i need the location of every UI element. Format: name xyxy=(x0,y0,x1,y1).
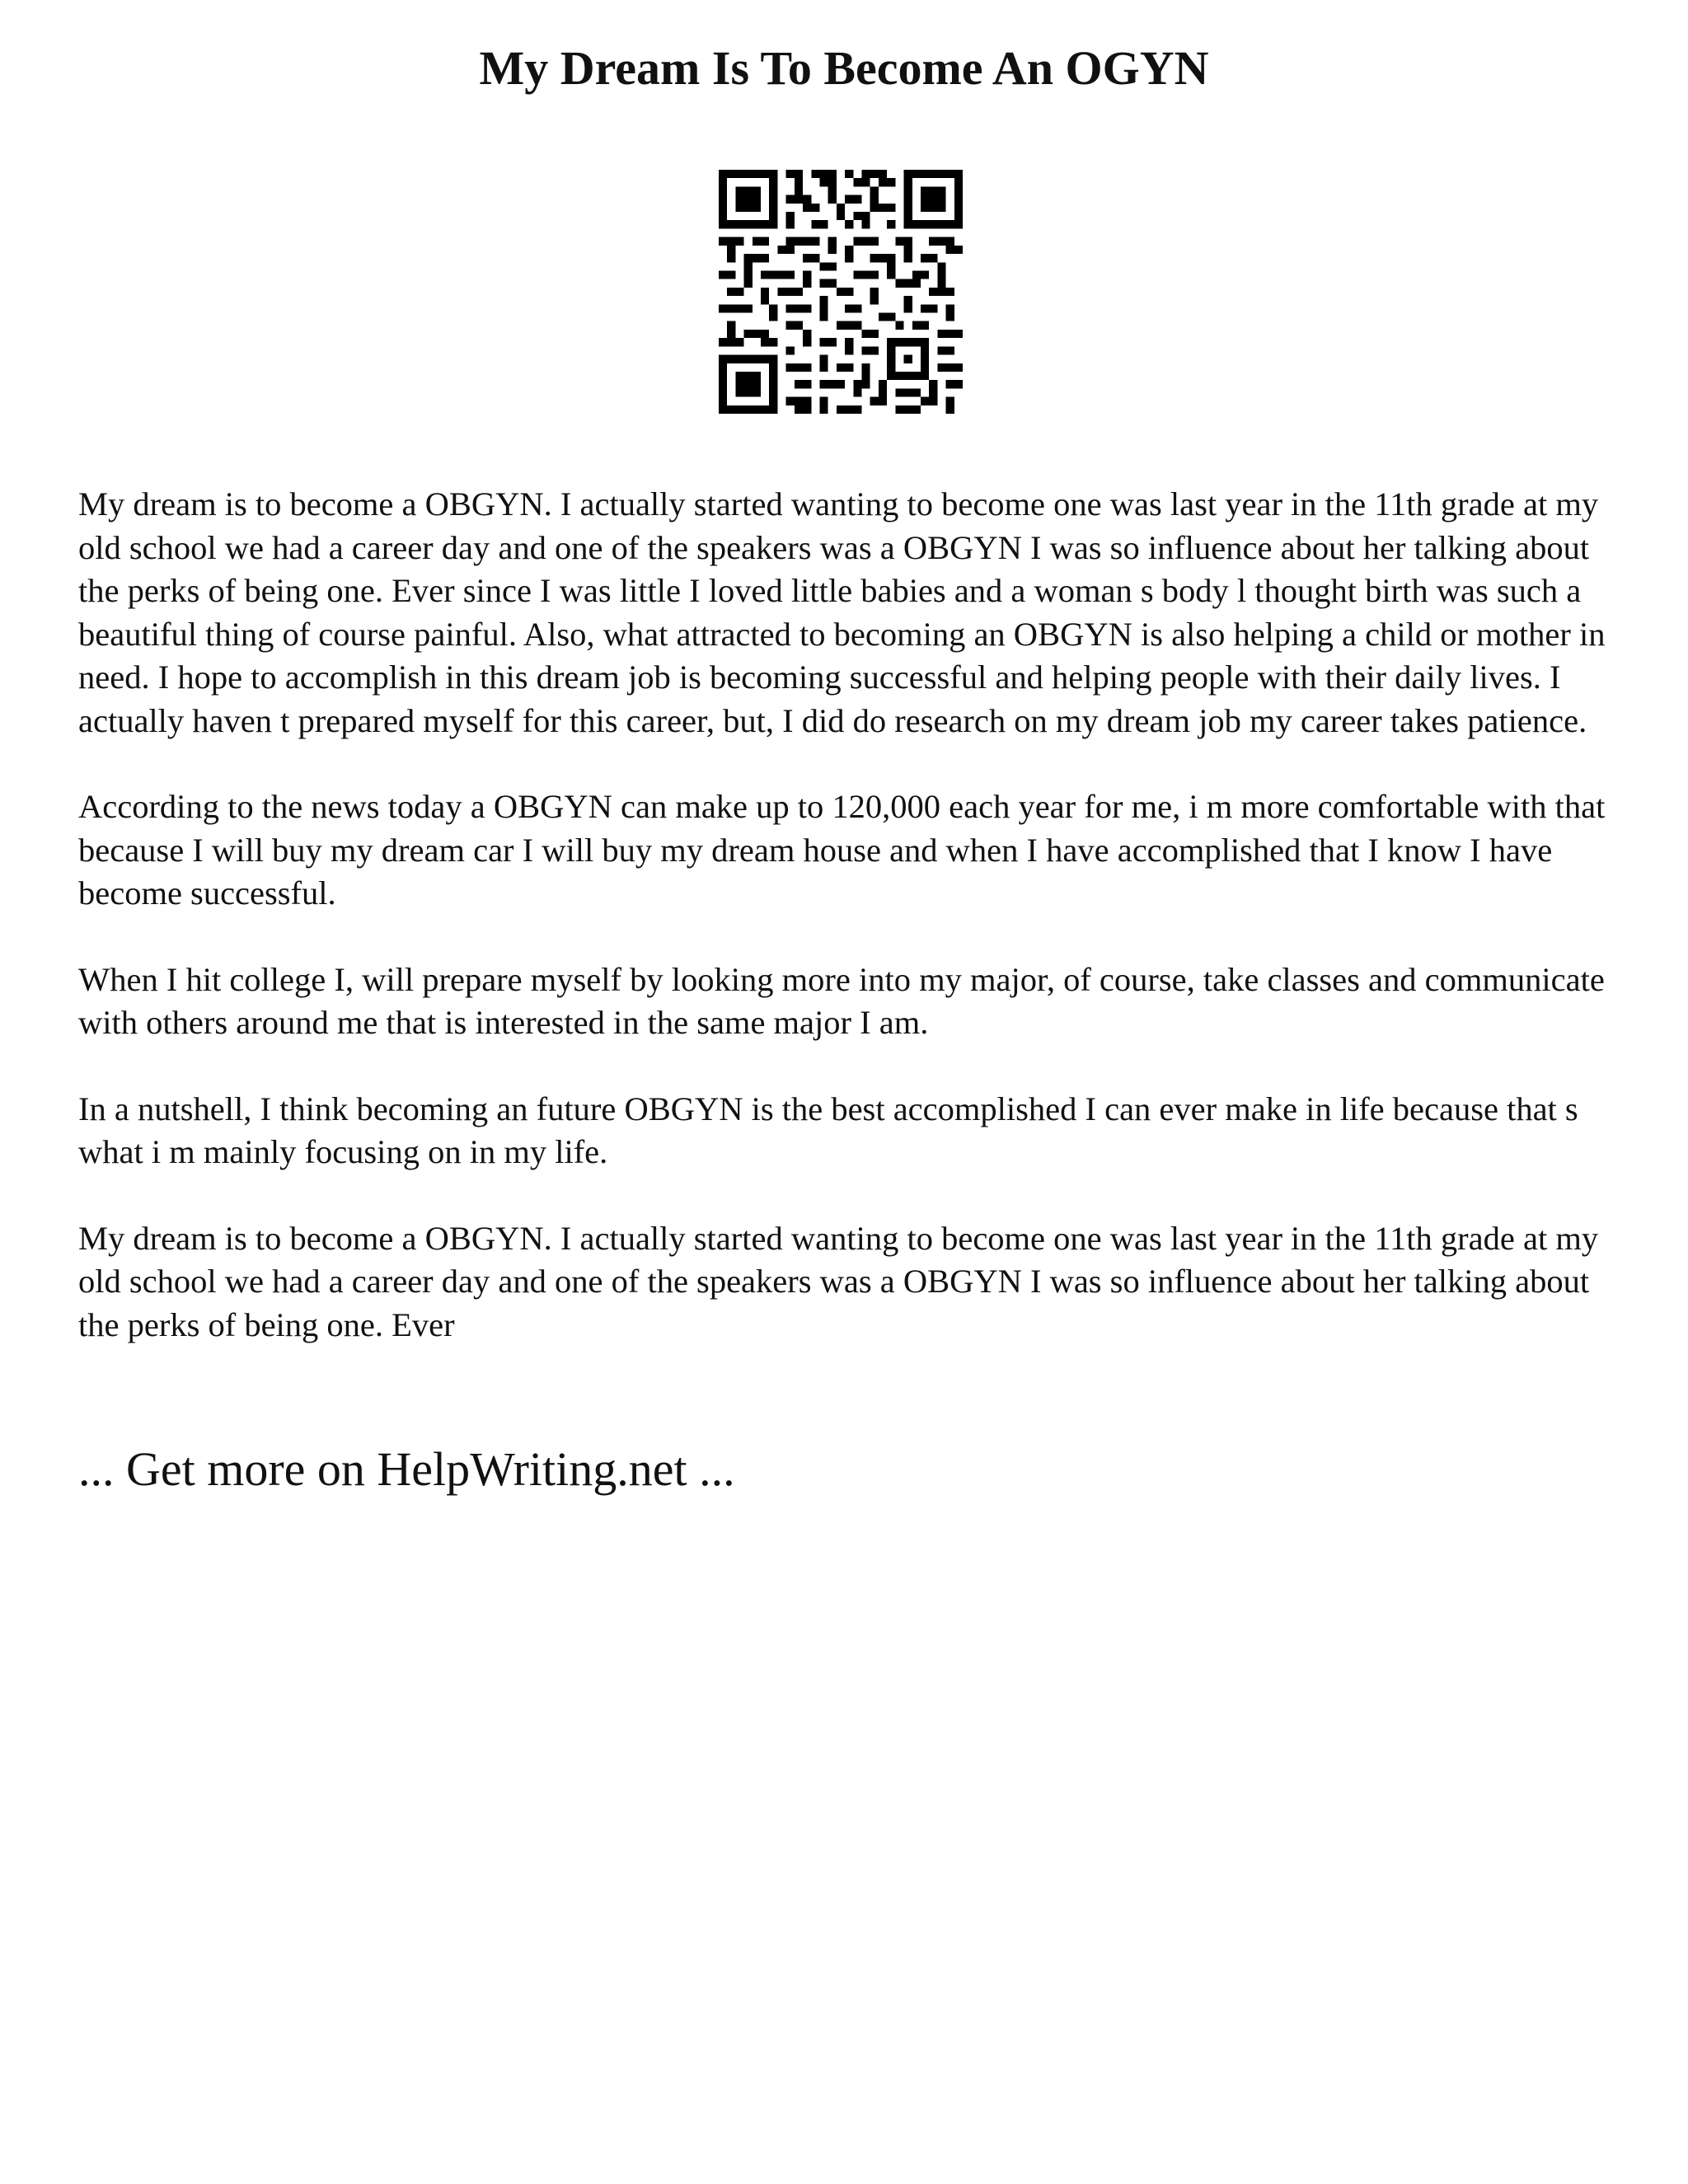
paragraph: My dream is to become a OBGYN. I actually started wanting to become one was last year in the 11th grade at my old school we had a career day and one of the speakers was a OBGYN I was so influence about her talking about the perks of being one. Ever since I was little I loved little babies and a woman s body l thought birth was such a beautiful thing of course painful. Also, what attracted to becoming an OBGYN is also helping a child or mother in need. I hope to accomplish in this dream job is becoming successful and helping people with their daily lives. I actually haven t prepared myself for this career, but, I did do research on my dream job my career takes patience. xyxy=(78,485,1606,739)
paragraph: According to the news today a OBGYN can make up to 120,000 each year for me, i m more comfortable with that because I will buy my dream car I will buy my dream house and when I have accomplished that I know I have become successful. xyxy=(78,788,1606,912)
qr-code-graphic xyxy=(719,170,963,414)
document-body xyxy=(78,483,1628,1390)
get-more-link[interactable]: ... Get more on HelpWriting.net ... xyxy=(78,1442,735,1496)
paragraph: My dream is to become a OBGYN. I actually started wanting to become one was last year in the 11th grade at my old school we had a career day and one of the speakers was a OBGYN I was so influence about her talking about the perks of being one. Ever xyxy=(78,1219,1599,1343)
document-title: My Dream Is To Become An OGYN xyxy=(479,41,1209,95)
qr-code-icon[interactable] xyxy=(719,170,963,414)
paragraph: In a nutshell, I think becoming an future OBGYN is the best accomplished I can ever make in life because that s what i m mainly focusing on in my life. xyxy=(78,1090,1578,1170)
paragraph: When I hit college I, will prepare myself by looking more into my major, of course, take classes and communicate with others around me that is interested in the same major I am. xyxy=(78,960,1605,1041)
